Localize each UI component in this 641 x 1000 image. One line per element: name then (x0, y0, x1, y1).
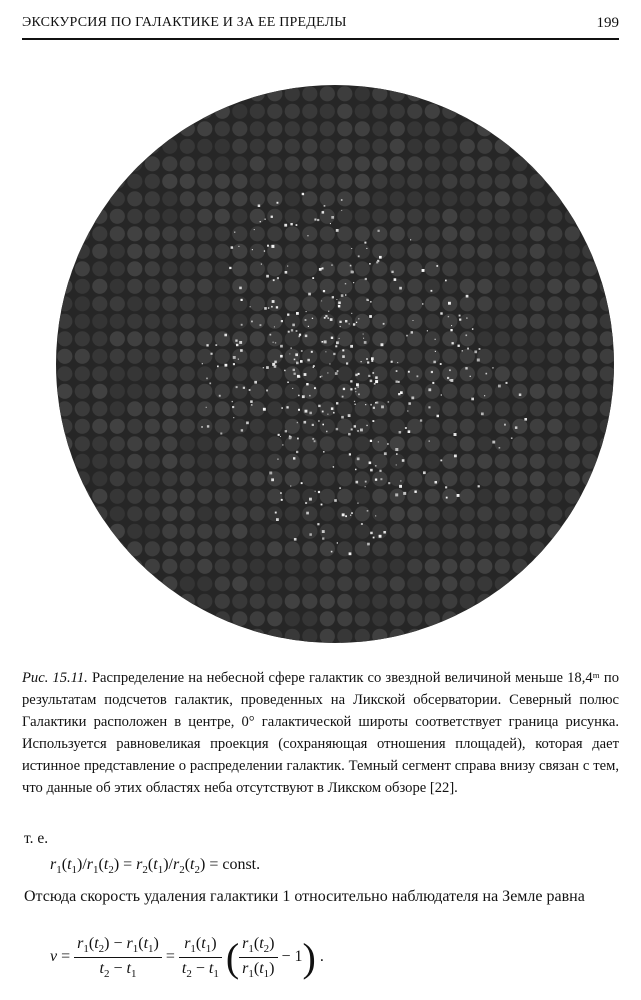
header-rule (22, 38, 619, 40)
te-text: т. е. (24, 830, 49, 847)
galaxy-distribution-figure (56, 85, 614, 643)
minus-one: − 1 (281, 948, 303, 966)
caption-text: Распределение на небесной сфере галактик со звездной величиной меньше 18,4ᵐ по результатам подсчетов галактик, проведенных на Ликской обсерватории. Северный полюс Галактики расположен в центре, 0° галактической широты соответствует граница рисунка. Используется равновеликая проекция (сохраняющая отношения площадей), которая дает истинное представление о распределении галактик. Темный сегмент справа внизу связан с тем, что данные об этих областях неба отсутствуют в Ликском обзоре [22]. (22, 670, 619, 796)
formula-period: . (319, 948, 324, 966)
galaxy-sky-map (56, 85, 614, 643)
velocity-equation: v = $\frac{r_1(t_2) - r_1(t_1)}{t_2 - t_1}$ = $\frac{r_1(t_1)}{t_2 - t_1}$ ( $\frac{r_1(t_2)}{r_1(t_1)}$ − 1) . (50, 934, 324, 981)
body-paragraph: Отсюда скорость удаления галактики 1 относительно наблюдателя на Земле равна (24, 888, 585, 905)
running-header (22, 13, 619, 37)
const-term: const. (222, 856, 261, 873)
fraction-1: $\frac{r_1(t_2) - r_1(t_1)}{t_2 - t_1}$ (74, 935, 162, 980)
running-title: ЭКСКУРСИЯ ПО ГАЛАКТИКЕ И ЗА ЕЕ ПРЕДЕЛЫ (22, 15, 347, 30)
fraction-3: $\frac{r_1(t_2)}{r_1(t_1)}$ (239, 935, 277, 980)
caption-label: Рис. 15.11. (22, 670, 88, 686)
ratio-equation: $r_1(t_1)/r_1(t_2) = r_2(t_1)/r_2(t_2)$ = const. (50, 856, 261, 877)
fraction-2: $\frac{r_1(t_1)}{t_2 - t_1}$ (179, 935, 222, 980)
figure-caption (22, 667, 619, 799)
page-number: 199 (596, 15, 619, 31)
